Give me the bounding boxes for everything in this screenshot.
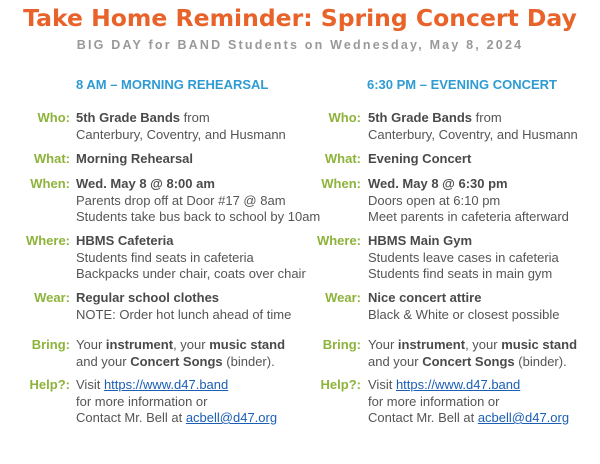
when-detail-2: Meet parents in cafeteria afterward [368, 209, 569, 224]
bring-text-1: Your [76, 337, 106, 352]
who-schools: Canterbury, Coventry, and Husmann [368, 126, 578, 142]
where-detail-2: Students find seats in main gym [368, 266, 553, 281]
email-link[interactable]: acbell@d47.org [185, 410, 278, 425]
bring-songs: Concert Songs [422, 353, 515, 369]
help-contact: Contact Mr. Bell at [368, 410, 478, 425]
bring-instrument: instrument [397, 337, 466, 352]
bring-instrument: instrument [105, 337, 174, 352]
bring-text-4: (binder). [514, 353, 567, 369]
when-label: When: [30, 176, 70, 191]
wear-note: NOTE: Order hot lunch ahead of time [76, 306, 292, 322]
bring-label: Bring: [322, 337, 361, 352]
bring-text-4: (binder). [222, 353, 275, 369]
who-label: Who: [37, 110, 70, 125]
who-lead-rest: from [472, 110, 502, 125]
who-schools: Canterbury, Coventry, and Husmann [76, 126, 286, 142]
wear-label: Wear: [34, 290, 70, 305]
bring-text-1: Your [368, 337, 398, 352]
where-label: Where: [25, 233, 70, 248]
bring-songs: Concert Songs [130, 353, 223, 369]
where-detail-2: Backpacks under chair, coats over chair [76, 266, 306, 281]
what-label: What: [324, 151, 361, 166]
page-subtitle: BIG DAY for BAND Students on Wednesday, May 8, 2024 [76, 38, 524, 52]
help-label: Help?: [29, 377, 70, 392]
help-label: Help?: [320, 377, 361, 392]
bring-stand: music stand [209, 337, 286, 352]
bring-text-3: and your [76, 353, 131, 369]
help-visit: Visit [76, 377, 104, 392]
when-detail-1: Doors open at 6:10 pm [368, 192, 501, 208]
morning-heading: 8 AM – MORNING REHEARSAL [76, 77, 269, 92]
when-detail-1: Parents drop off at Door #17 @ 8am [76, 192, 286, 208]
bring-text-3: and your [368, 353, 423, 369]
help-info: for more information or [368, 393, 500, 409]
when-label: When: [321, 176, 361, 191]
where-value: HBMS Cafeteria [76, 233, 174, 248]
wear-label: Wear: [325, 290, 361, 305]
what-value: Evening Concert [368, 151, 472, 166]
help-visit: Visit [368, 377, 396, 392]
page-title: Take Home Reminder: Spring Concert Day [23, 4, 577, 32]
bring-stand: music stand [501, 337, 578, 352]
what-value: Morning Rehearsal [76, 151, 194, 166]
website-link[interactable]: https://www.d47.band [395, 377, 521, 392]
website-link[interactable]: https://www.d47.band [103, 377, 229, 392]
when-value: Wed. May 8 @ 6:30 pm [368, 176, 508, 191]
who-lead: 5th Grade Bands [76, 110, 181, 125]
help-info: for more information or [76, 393, 208, 409]
when-detail-2: Students take bus back to school by 10am [76, 209, 321, 224]
bring-text-2: , your [173, 337, 210, 352]
what-label: What: [33, 151, 70, 166]
help-contact: Contact Mr. Bell at [76, 410, 186, 425]
bring-text-2: , your [465, 337, 502, 352]
who-lead: 5th Grade Bands [368, 110, 473, 125]
wear-note: Black & White or closest possible [368, 306, 560, 322]
where-value: HBMS Main Gym [368, 233, 473, 248]
email-link[interactable]: acbell@d47.org [477, 410, 570, 425]
who-lead-rest: from [180, 110, 210, 125]
where-detail-1: Students leave cases in cafeteria [368, 249, 559, 265]
bring-label: Bring: [31, 337, 70, 352]
wear-value: Regular school clothes [76, 290, 220, 305]
evening-heading: 6:30 PM – EVENING CONCERT [367, 77, 557, 92]
where-detail-1: Students find seats in cafeteria [76, 249, 254, 265]
who-label: Who: [328, 110, 361, 125]
wear-value: Nice concert attire [368, 290, 482, 305]
when-value: Wed. May 8 @ 8:00 am [76, 176, 215, 191]
where-label: Where: [316, 233, 361, 248]
